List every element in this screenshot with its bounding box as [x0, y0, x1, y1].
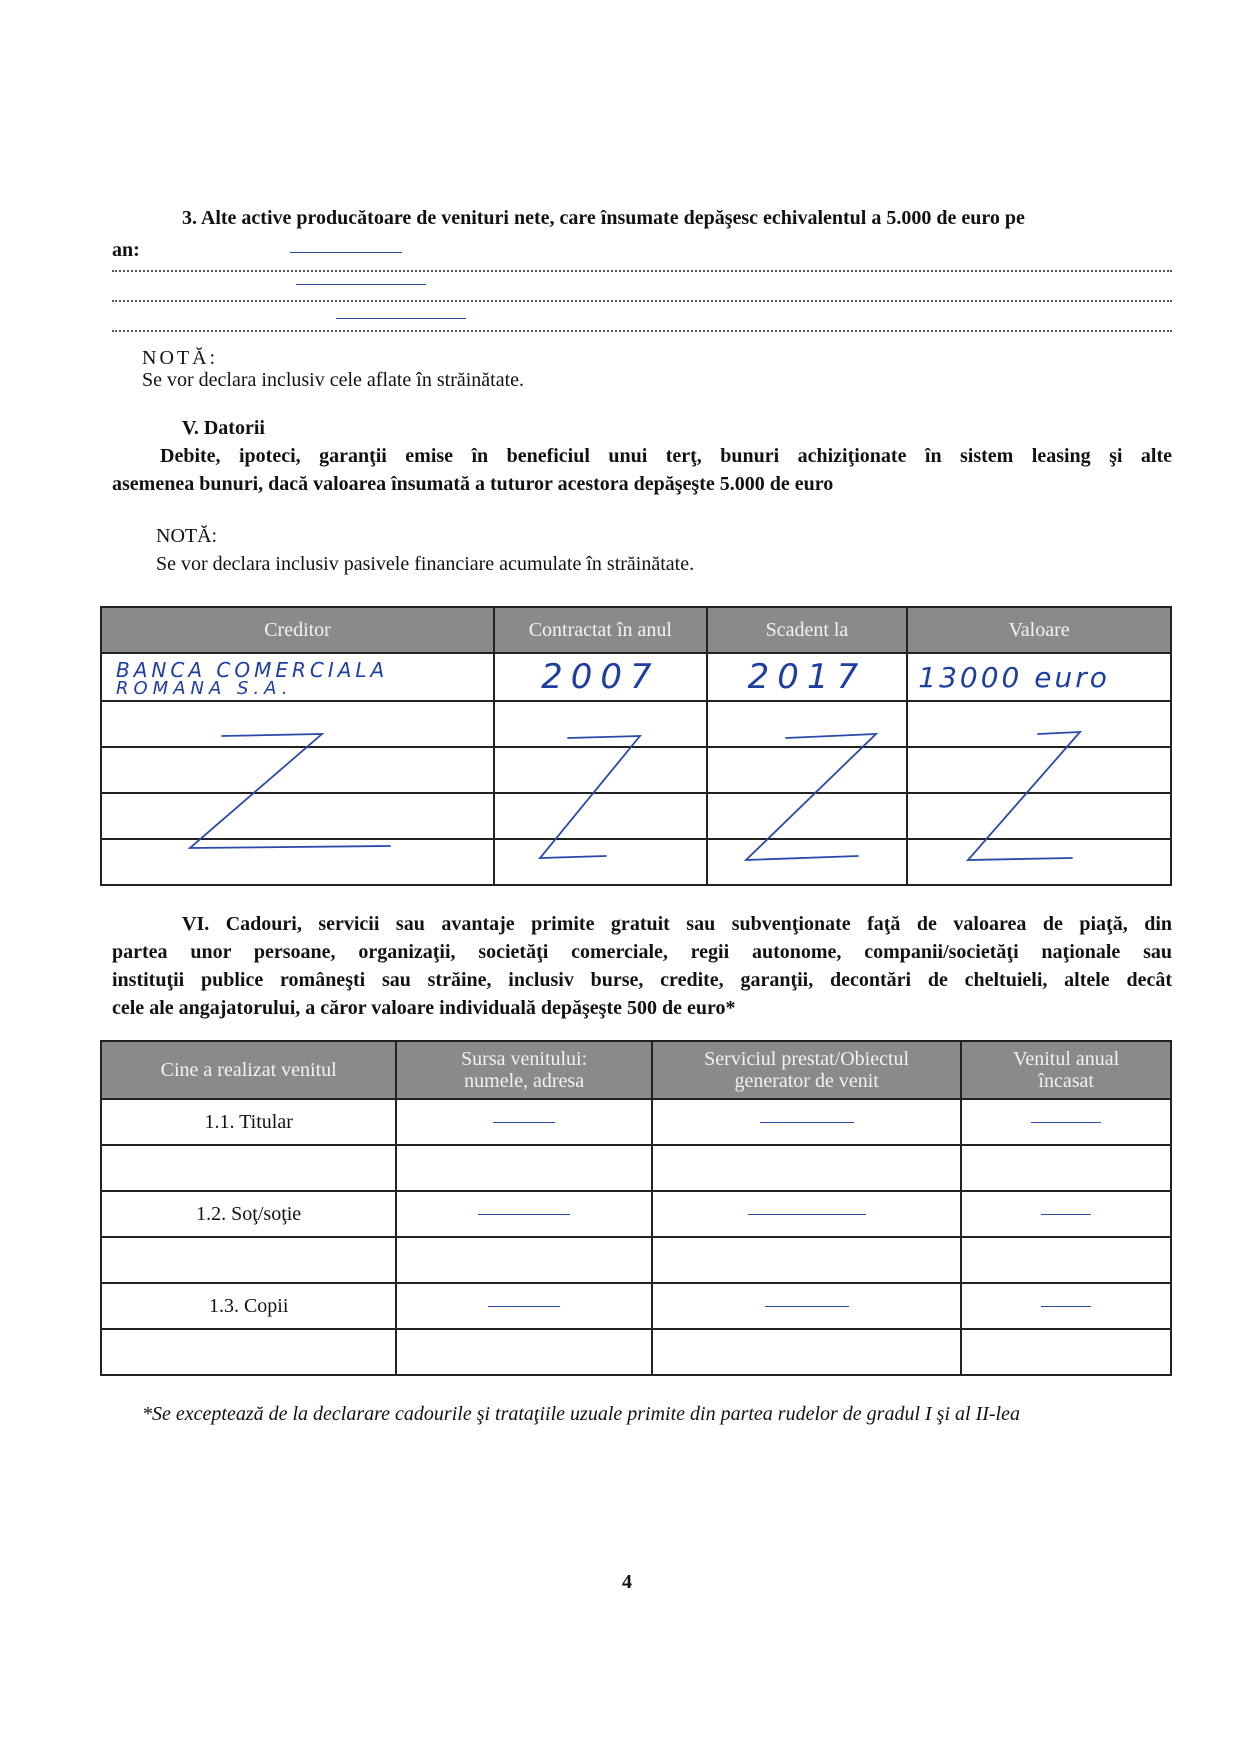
creditor-cell — [101, 653, 494, 701]
table-row — [101, 701, 1171, 747]
hand-dash — [488, 1306, 560, 1307]
header-sursa — [396, 1041, 652, 1099]
hand-dash — [748, 1214, 866, 1215]
dotted-line — [112, 300, 1172, 302]
row-label-titular: 1.1. Titular — [101, 1099, 396, 1145]
hand-dash — [336, 318, 466, 319]
footnote: *Se exceptează de la declarare cadourile şi trataţiile uzuale primite din partea rudelor de gradul I şi al II-lea — [142, 1403, 1020, 1425]
section3-note-label: NOTĂ: — [142, 347, 219, 369]
table-row — [101, 653, 1171, 701]
header-sursa-line2: numele, adresa — [464, 1070, 585, 1092]
table-row — [101, 747, 1171, 793]
creditor-line2: ROMANA S.A. — [116, 678, 293, 699]
section6-line1-text: VI. Cadouri, servicii sau avantaje primite gratuit sau subvenţionate faţă de valoarea de piaţă, din — [182, 913, 1172, 935]
header-serviciu — [652, 1041, 961, 1099]
table-row — [101, 1283, 1171, 1329]
hand-dash — [493, 1122, 555, 1123]
table-row — [101, 1099, 1171, 1145]
section6-line3: instituţii publice româneşti sau străine, inclusiv burse, credite, garanţii, decontări de cheltuieli, altele decât — [112, 969, 1172, 991]
valoare-value: 13000 euro — [918, 660, 1110, 694]
hand-dash — [1031, 1122, 1101, 1123]
table-row — [101, 839, 1171, 885]
section5-note-text: Se vor declara inclusiv pasivele financiare acumulate în străinătate. — [156, 553, 695, 575]
header-venit — [961, 1041, 1171, 1099]
table-row — [101, 1329, 1171, 1375]
creditor-line1: BANCA COMERCIALA — [116, 658, 389, 682]
page-number: 4 — [622, 1571, 632, 1593]
section6-line1 — [182, 910, 1172, 938]
gifts-table — [100, 1040, 1172, 1376]
header-serviciu-line2: generator de venit — [734, 1070, 879, 1092]
dotted-line — [112, 330, 1172, 332]
section5-heading: V. Datorii — [182, 417, 265, 439]
table-row — [101, 1145, 1171, 1191]
section3-title-line1: 3. Alte active producătoare de venituri nete, care însumate depăşesc echivalentul a 5.000 de euro pe — [182, 207, 1025, 229]
section6-line4: cele ale angajatorului, a căror valoare individuală depăşeşte 500 de euro* — [112, 997, 736, 1019]
section5-line1: Debite, ipoteci, garanţii emise în beneficiul unui terţ, bunuri achiziţionate în sistem leasing şi alte — [160, 445, 1172, 467]
hand-dash — [1041, 1214, 1091, 1215]
header-venit-line2: încasat — [1038, 1070, 1094, 1092]
hand-dash — [296, 284, 426, 285]
hand-dash — [1041, 1306, 1091, 1307]
header-sursa-line1: Sursa venitului: — [461, 1048, 588, 1070]
header-creditor: Creditor — [101, 607, 494, 653]
section3-title-line2: an: — [112, 239, 140, 261]
hand-dash — [478, 1214, 570, 1215]
table-row — [101, 1237, 1171, 1283]
header-contractat: Contractat în anul — [494, 607, 707, 653]
header-valoare: Valoare — [907, 607, 1171, 653]
header-cine: Cine a realizat venitul — [101, 1041, 396, 1099]
hand-dash — [290, 252, 402, 253]
header-serviciu-line1: Serviciul prestat/Obiectul — [704, 1048, 910, 1070]
section6-line2: partea unor persoane, organizaţii, societăţi comerciale, regii autonome, companii/societăţi naţionale sau — [112, 941, 1172, 963]
table-row — [101, 1191, 1171, 1237]
hand-dash — [760, 1122, 854, 1123]
dotted-line — [112, 270, 1172, 272]
section3-note-text: Se vor declara inclusiv cele aflate în străinătate. — [142, 369, 525, 391]
section5-line2: asemenea bunuri, dacă valoarea însumată a tuturor acestora depăşeşte 5.000 de euro — [112, 473, 834, 495]
contractat-value: 2007 — [541, 657, 660, 697]
section5-note-label: NOTĂ: — [156, 525, 218, 547]
table-row — [101, 793, 1171, 839]
debts-table — [100, 606, 1172, 886]
row-label-copii: 1.3. Copii — [101, 1283, 396, 1329]
row-label-sot: 1.2. Soţ/soţie — [101, 1191, 396, 1237]
header-venit-line1: Venitul anual — [1013, 1048, 1120, 1070]
header-scadent: Scadent la — [707, 607, 908, 653]
hand-dash — [765, 1306, 849, 1307]
scadent-value: 2017 — [747, 657, 867, 697]
